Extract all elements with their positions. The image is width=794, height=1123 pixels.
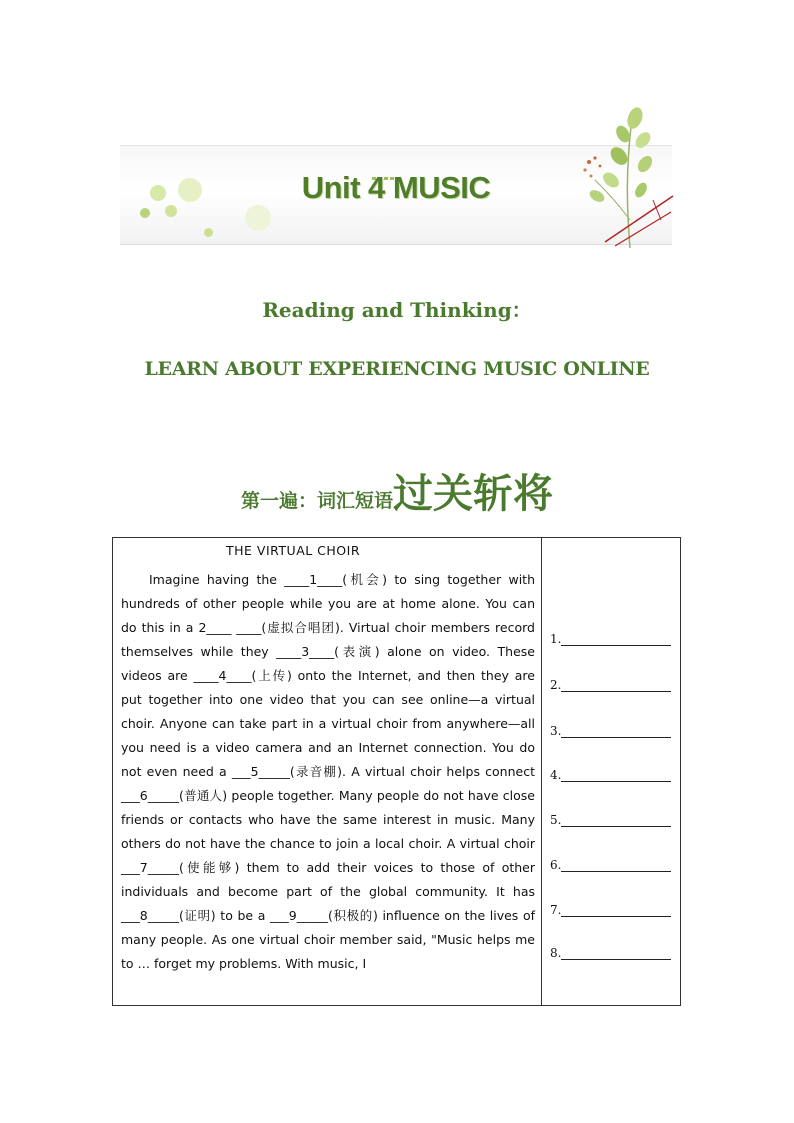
passage-cell	[113, 538, 542, 1006]
leaf-decoration-icon	[575, 100, 675, 250]
answer-line[interactable]: 5.	[550, 813, 671, 827]
section-heading	[0, 462, 794, 519]
lesson-title: LEARN ABOUT EXPERIENCING MUSIC ONLINE	[144, 358, 650, 380]
answer-line[interactable]: 2.	[550, 678, 671, 692]
deco-circle	[140, 208, 150, 218]
passage-body: Imagine having the ____1____(机会) to sing together with hundreds of other people while you are at home alone. You can do this in a 2____ ____(虚拟合唱团). Virtual choir members record themselves while they ____3____(表演) alone on video. These videos are ____4____(上传) onto the Internet, and then they are put together into one video that you can see online—a virtual choir. Anyone can take part in a virtual choir from anywhere—all you need is a video camera and an Internet connection. You do not even need a ___5_____(录音棚). A virtual choir helps connect ___6_____(普通人) people together. Many people do not have close friends or contacts who have the same interest in music. Many others do not have the chance to join a local choir. A virtual choir ___7_____(使能够) them to add their voices to those of other individuals and become part of the global community. It has ___8_____(证明) to be a ___9_____(积极的) influence on the lives of many people. As one virtual choir member said, "Music helps me to … forget my problems. With music, I	[121, 572, 535, 971]
answer-line[interactable]: 7.	[550, 903, 671, 917]
reading-title: Reading and Thinking：	[262, 298, 532, 322]
answer-line[interactable]: 3.	[550, 724, 671, 738]
deco-circle	[165, 205, 177, 217]
unit-title: Unit 4 MUSIC	[301, 170, 491, 205]
passage-title: THE VIRTUAL CHOIR	[225, 543, 361, 558]
section-heading-small: 第一遍：词汇短语	[240, 490, 393, 512]
title-banner	[120, 140, 672, 246]
deco-circle	[204, 228, 213, 237]
answer-line[interactable]: 6.	[550, 858, 671, 872]
answer-cell	[542, 538, 681, 1006]
answer-line[interactable]: 1.	[550, 632, 671, 646]
section-heading-big: 过关斩将	[393, 470, 553, 517]
answer-line[interactable]: 4.	[550, 768, 671, 782]
deco-circle	[245, 205, 271, 231]
exercise-table	[112, 537, 681, 1006]
answer-line[interactable]: 8.	[550, 946, 671, 960]
